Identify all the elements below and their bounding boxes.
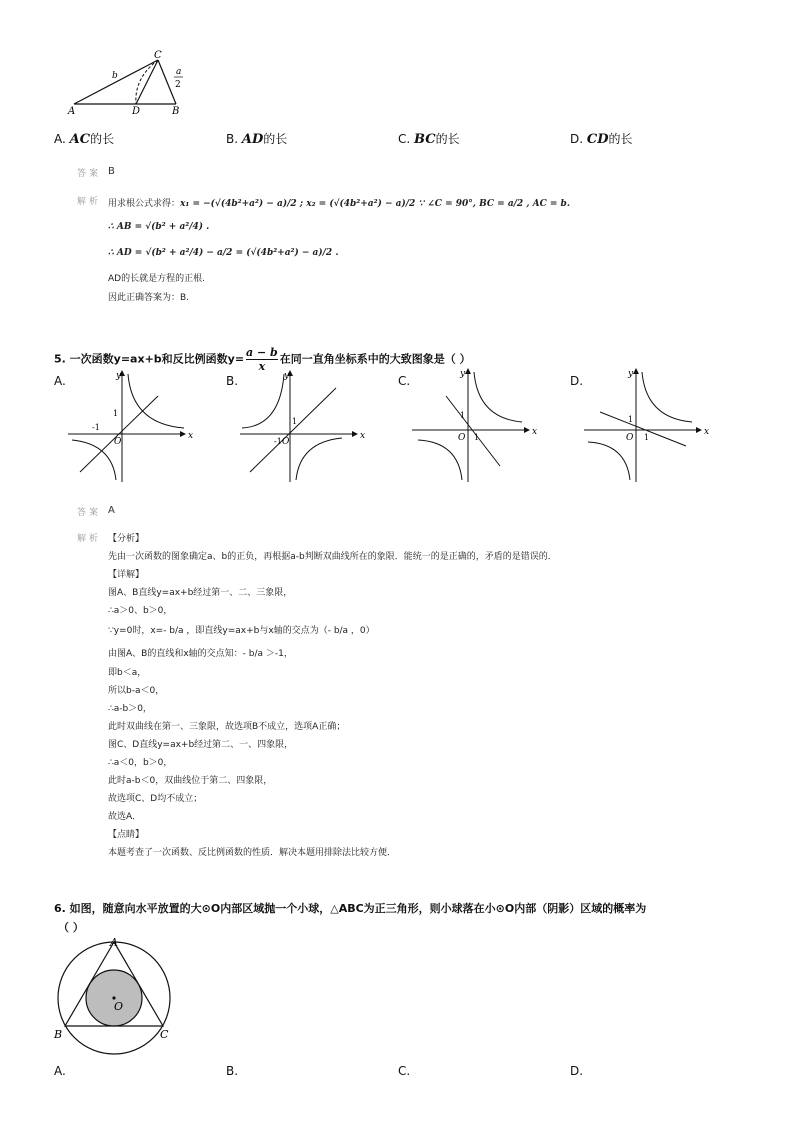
graph-d xyxy=(582,366,710,484)
q4-analysis-line4: AD的长就是方程的正根. xyxy=(108,274,205,284)
svg-text:O: O xyxy=(114,437,122,447)
svg-text:x: x xyxy=(532,427,538,437)
q5-analysis-line: 故选项C、D均不成立； xyxy=(108,794,203,804)
svg-text:A: A xyxy=(110,936,118,949)
svg-text:x: x xyxy=(704,427,710,437)
q6-option-a[interactable]: A. xyxy=(54,1064,66,1078)
q5-answer: A xyxy=(108,505,115,516)
svg-text:y: y xyxy=(628,369,634,379)
svg-text:1: 1 xyxy=(474,433,480,442)
q5-option-c[interactable]: C. xyxy=(398,374,411,388)
q5-analysis-line: 由图A、B的直线和x轴的交点知：- b/a ＞-1， xyxy=(108,649,293,659)
graph-a xyxy=(66,368,194,484)
q5-analysis-line: 【点睛】 xyxy=(108,830,145,840)
svg-text:1: 1 xyxy=(292,417,298,426)
q4-analysis-label: 解析 xyxy=(77,197,102,207)
svg-text:y: y xyxy=(284,371,290,381)
q5-analysis-line: ∴a＜0，b＞0， xyxy=(108,758,173,768)
q5-analysis-line: 故选A． xyxy=(108,812,142,822)
q5-analysis-line: 图C、D直线y=ax+b经过第二、一、四象限， xyxy=(108,740,294,750)
q6-option-c[interactable]: C. xyxy=(398,1064,411,1078)
label-D: D xyxy=(132,106,141,117)
svg-text:1: 1 xyxy=(113,409,119,418)
triangle-figure xyxy=(64,48,194,118)
q4-option-d[interactable]: D. CD的长 xyxy=(570,132,633,147)
label-b: b xyxy=(112,71,118,81)
label-C: C xyxy=(154,50,162,61)
q5-analysis-line: 所以b-a＜0， xyxy=(108,686,165,696)
q5-option-d[interactable]: D. xyxy=(570,374,584,388)
q5-analysis-line: 此时双曲线在第一、三象限，故选项B不成立，选项A正确； xyxy=(108,722,346,732)
q4-analysis-line3: ∴ AD = √(b² + a²/4) − a/2 = (√(4b²+a²) − a)/2 . xyxy=(108,248,339,258)
svg-text:O: O xyxy=(458,433,466,443)
q5-analysis-line: 先由一次函数的图象确定a、b的正负，再根据a-b判断双曲线所在的象限．能统一的是正确的，矛盾的是错误的． xyxy=(108,552,557,562)
q6-option-b[interactable]: B. xyxy=(226,1064,239,1078)
q6-option-d[interactable]: D. xyxy=(570,1064,584,1078)
q4-analysis-line1: 用求根公式求得：x₁ = −(√(4b²+a²) − a)/2 ; x₂ = (√(4b²+a²) − a)/2 ∵ ∠C = 90°, BC = a/2 , AC = b. xyxy=(108,199,570,209)
svg-text:-1: -1 xyxy=(92,423,100,432)
q4-option-c[interactable]: C. BC的长 xyxy=(398,132,460,147)
circles-figure xyxy=(50,934,182,1044)
label-B: B xyxy=(172,106,180,117)
q5-analysis-line: 图A、B直线y=ax+b经过第一、二、三象限， xyxy=(108,588,293,598)
q4-analysis-line2: ∴ AB = √(b² + a²/4) . xyxy=(108,222,210,232)
q5-analysis-line: ∴a＞0、b＞0， xyxy=(108,606,173,616)
svg-text:B: B xyxy=(54,1028,63,1041)
svg-text:O: O xyxy=(626,433,634,443)
label-a: a xyxy=(176,67,182,77)
q4-analysis-line5: 因此正确答案为：B. xyxy=(108,293,190,303)
svg-text:x: x xyxy=(188,431,194,441)
svg-text:-1: -1 xyxy=(274,437,282,446)
q6-title-line1: 6. 如图，随意向水平放置的大⊙O内部区域抛一个小球，△ABC为正三角形，则小球落在小⊙O内部（阴影）区域的概率为 xyxy=(54,902,647,915)
q5-analysis-line: 本题考查了一次函数、反比例函数的性质．解决本题用排除法比较方便． xyxy=(108,848,397,858)
label-A: A xyxy=(68,106,76,117)
q4-option-b[interactable]: B. AD的长 xyxy=(226,132,288,147)
q4-option-a[interactable]: A. AC的长 xyxy=(54,132,115,147)
svg-text:1: 1 xyxy=(644,433,650,442)
svg-text:1: 1 xyxy=(628,415,634,424)
q5-option-b[interactable]: B. xyxy=(226,374,239,388)
q5-option-a[interactable]: A. xyxy=(54,374,66,388)
svg-text:C: C xyxy=(160,1028,169,1041)
q4-answer: B xyxy=(108,166,115,177)
q5-answer-label: 答案 xyxy=(77,508,102,518)
q6-title-line2: （ ） xyxy=(58,921,84,934)
svg-text:x: x xyxy=(360,431,366,441)
q5-analysis-line: 【分析】 xyxy=(108,534,145,544)
svg-text:O: O xyxy=(282,437,290,447)
q5-analysis-line: 【详解】 xyxy=(108,570,145,580)
q5-analysis-line: ∵y=0时，x=- b/a ，即直线y=ax+b与x轴的交点为（- b/a ，0） xyxy=(108,626,375,636)
svg-text:y: y xyxy=(116,371,122,381)
graph-c xyxy=(410,366,538,484)
q4-answer-label: 答案 xyxy=(77,169,102,179)
q5-analysis-line: 此时a-b＜0，双曲线位于第二、四象限， xyxy=(108,776,273,786)
graph-b xyxy=(238,368,366,484)
q5-analysis-label: 解析 xyxy=(77,534,102,544)
q5-analysis-line: 即b＜a， xyxy=(108,668,147,678)
label-two: 2 xyxy=(175,80,181,90)
q5-title: 5. 一次函数y=ax+b和反比例函数y= $\frac{a - b}{x}$ 在同一直角坐标系中的大致图象是（ ） xyxy=(54,346,471,373)
svg-text:1: 1 xyxy=(460,411,466,420)
svg-text:O: O xyxy=(114,1000,124,1013)
svg-text:y: y xyxy=(460,369,466,379)
q5-analysis-line: ∴a-b＞0， xyxy=(108,704,152,714)
